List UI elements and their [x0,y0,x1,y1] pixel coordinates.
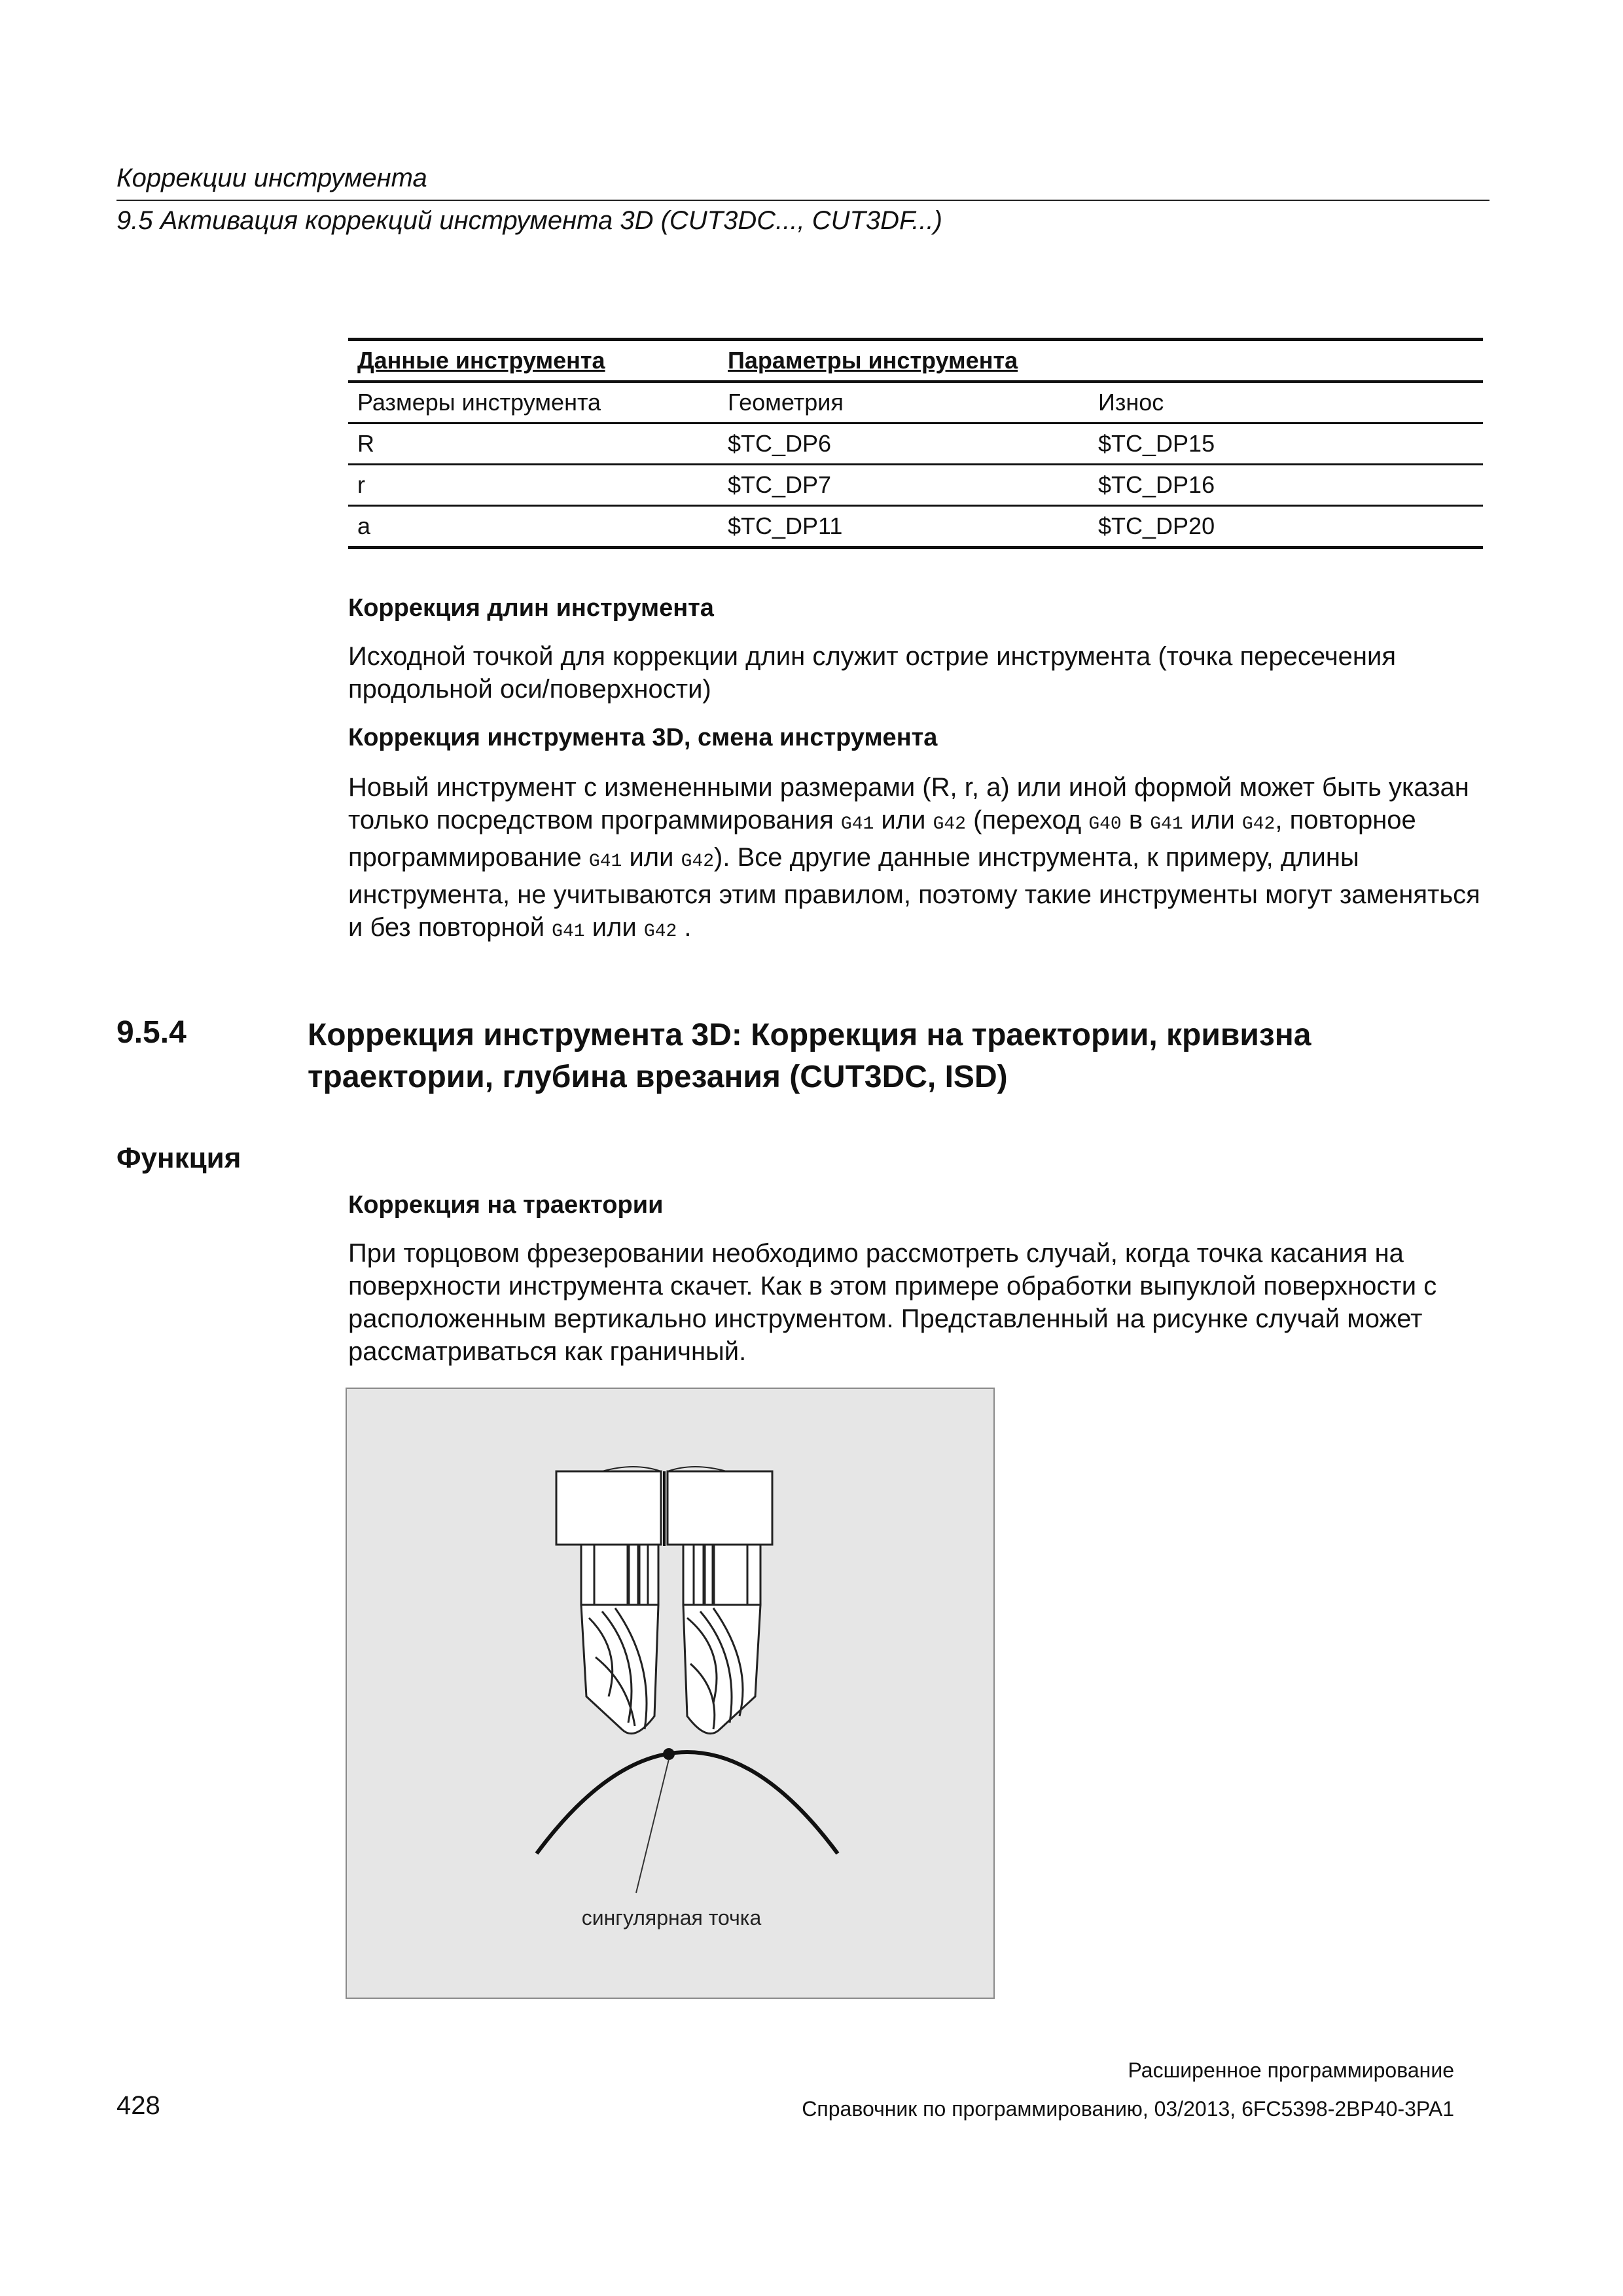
singular-point-marker [663,1748,675,1760]
page-number: 428 [116,2091,160,2120]
table-cell: $TC_DP11 [719,506,1089,548]
table-cell: Геометрия [719,382,1089,423]
code-g41: G41 [588,852,622,872]
table-cell: Износ [1089,382,1483,423]
section-number: 9.5.4 [116,1015,187,1050]
code-g42: G42 [681,852,715,872]
code-g41: G41 [552,922,585,942]
table-cell: $TC_DP7 [719,465,1089,506]
singular-point-leader [636,1759,669,1893]
table-cell: $TC_DP15 [1089,423,1483,465]
table-cell: a [348,506,719,548]
tool-change-text: Новый инструмент с измененными размерами (R, r, a) или иной формой может быть указан только посредством программирования G41 или G42 (переход G40 в G41 или G42, повторное программирование G41 или G42). Все другие данные инструмента, к примеру, длины инструмента, не учитываются этим правилом, поэтому такие инструменты могут заменяться и без повторной G41 или G42 . [348,773,1480,942]
tool-parameters-table [348,338,1483,549]
code-g41: G41 [1150,814,1183,834]
header-tool-parameters: Параметры инструмента [728,347,1018,374]
footer-book-title: Расширенное программирование [1128,2058,1454,2082]
code-g42: G42 [643,922,677,942]
figure-caption: сингулярная точка [581,1906,762,1929]
tool-change-heading: Коррекция инструмента 3D, смена инструмента [348,724,938,751]
table-subheader-row [348,382,1483,423]
code-g42: G42 [1241,814,1275,834]
code-g40: G40 [1088,814,1122,834]
running-header-section: 9.5 Активация коррекций инструмента 3D (CUT3DC..., CUT3DF...) [116,206,942,235]
header-tool-data: Данные инструмента [357,347,605,374]
code-g42: G42 [933,814,966,834]
table-cell: $TC_DP16 [1089,465,1483,506]
path-correction-text: При торцовом фрезеровании необходимо рассмотреть случай, когда точка касания на поверхности инструмента скачет. Как в этом примере обработки выпуклой поверхности с расположенным вертикально инструментом. Представленный на рисунке случай может рассматриваться как граничный. [348,1239,1437,1366]
right-tool [668,1467,772,1734]
code-g41: G41 [840,814,874,834]
table-header-cell [719,340,1483,382]
table-row [348,423,1483,465]
table-row [348,465,1483,506]
length-correction-text: Исходной точкой для коррекции длин служит острие инструмента (точка пересечения продольной оси/поверхности) [348,642,1396,704]
function-label: Функция [116,1142,241,1174]
table-cell: $TC_DP20 [1089,506,1483,548]
table-cell: Размеры инструмента [348,382,719,423]
path-correction-heading: Коррекция на траектории [348,1191,664,1219]
convex-surface-arc [537,1752,838,1854]
table-cell: r [348,465,719,506]
table-cell: $TC_DP6 [719,423,1089,465]
length-correction-heading: Коррекция длин инструмента [348,594,714,622]
milling-figure [346,1388,995,1999]
running-header-chapter: Коррекции инструмента [116,164,427,192]
footer-reference: Справочник по программированию, 03/2013, 6FC5398-2BP40-3PA1 [802,2097,1454,2121]
table-header-cell [348,340,719,382]
table-row [348,506,1483,548]
header-rule [116,200,1489,201]
section-title: Коррекция инструмента 3D: Коррекция на траектории, кривизна траектории, глубина врезания (CUT3DC, ISD) [308,1018,1311,1094]
table-header-row [348,340,1483,382]
left-tool [556,1467,661,1734]
table-cell: R [348,423,719,465]
